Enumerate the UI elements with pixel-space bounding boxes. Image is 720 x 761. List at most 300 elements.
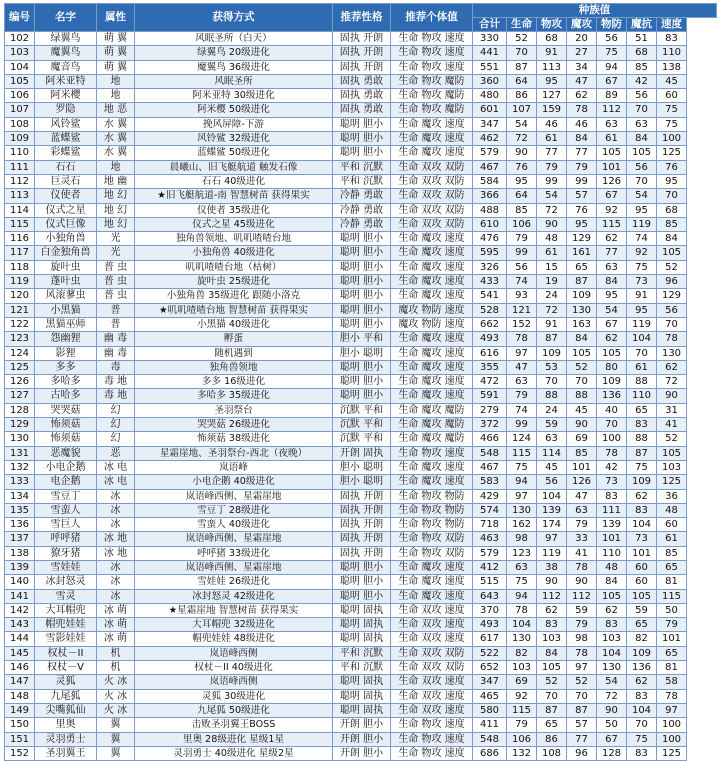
- cell-iv: 生命 物攻 速度: [391, 60, 473, 74]
- cell-name: 雪巨人: [35, 518, 97, 532]
- table-row: [5, 275, 717, 289]
- cell-hp: 64: [507, 74, 537, 88]
- cell-spatk: 126: [567, 475, 597, 489]
- cell-def: 139: [597, 518, 627, 532]
- cell-id: 143: [5, 618, 35, 632]
- cell-total: 718: [473, 518, 507, 532]
- cell-spdef: 70: [627, 718, 657, 732]
- cell-def: 62: [597, 603, 627, 617]
- cell-atk: 54: [537, 189, 567, 203]
- cell-hp: 52: [507, 32, 537, 46]
- table-row: [5, 746, 717, 760]
- cell-spatk: 79: [567, 518, 597, 532]
- cell-total: 583: [473, 475, 507, 489]
- cell-total: 662: [473, 317, 507, 331]
- table-row: [5, 360, 717, 374]
- cell-spdef: 70: [627, 103, 657, 117]
- cell-nature: 聪明 胆小: [333, 375, 391, 389]
- cell-total: 463: [473, 532, 507, 546]
- cell-iv: 生命 魔攻 速度: [391, 146, 473, 160]
- cell-total: 355: [473, 360, 507, 374]
- cell-nature: 冷静 勇敢: [333, 203, 391, 217]
- cell-def: 89: [597, 89, 627, 103]
- cell-type: 火 冰: [97, 689, 135, 703]
- cell-spdef: 92: [627, 246, 657, 260]
- cell-name: 雪灵: [35, 589, 97, 603]
- cell-total: 370: [473, 603, 507, 617]
- cell-def: 103: [597, 632, 627, 646]
- cell-spd: 41: [657, 418, 687, 432]
- cell-type: 普: [97, 317, 135, 331]
- cell-spd: 48: [657, 503, 687, 517]
- cell-nature: 聪明 胆小: [333, 275, 391, 289]
- cell-nature: 聪明 胆小: [333, 317, 391, 331]
- table-row: [5, 346, 717, 360]
- cell-def: 67: [597, 189, 627, 203]
- cell-spdef: 75: [627, 260, 657, 274]
- cell-atk: 99: [537, 174, 567, 188]
- cell-def: 92: [597, 203, 627, 217]
- cell-obtain: 小电企鹅 40级进化: [135, 475, 333, 489]
- cell-id: 114: [5, 203, 35, 217]
- cell-total: 433: [473, 275, 507, 289]
- cell-spdef: 136: [627, 661, 657, 675]
- cell-name: 小电企鹅: [35, 460, 97, 474]
- cell-def: 62: [597, 332, 627, 346]
- table-row: [5, 589, 717, 603]
- cell-id: 126: [5, 375, 35, 389]
- cell-spdef: 119: [627, 317, 657, 331]
- cell-obtain: 岚语峰西侧、星霜崖地: [135, 532, 333, 546]
- cell-name: 白金独角兽: [35, 246, 97, 260]
- cell-spd: 50: [657, 603, 687, 617]
- cell-def: 136: [597, 389, 627, 403]
- cell-hp: 97: [507, 489, 537, 503]
- cell-spdef: 56: [627, 160, 657, 174]
- cell-id: 124: [5, 346, 35, 360]
- cell-type: 幽 毒: [97, 332, 135, 346]
- cell-spdef: 104: [627, 703, 657, 717]
- cell-total: 488: [473, 203, 507, 217]
- cell-nature: 固执 勇敢: [333, 89, 391, 103]
- cell-iv: 魔攻 物防 速度: [391, 303, 473, 317]
- cell-obtain: 岚语峰西侧: [135, 646, 333, 660]
- cell-atk: 91: [537, 317, 567, 331]
- table-row: [5, 689, 717, 703]
- cell-hp: 79: [507, 389, 537, 403]
- cell-type: 翼: [97, 718, 135, 732]
- cell-obtain: 雪豆丁 28级进化: [135, 503, 333, 517]
- cell-def: 54: [597, 675, 627, 689]
- cell-spatk: 70: [567, 689, 597, 703]
- cell-def: 90: [597, 703, 627, 717]
- cell-id: 139: [5, 560, 35, 574]
- cell-spd: 100: [657, 732, 687, 746]
- cell-nature: 固执 开朗: [333, 46, 391, 60]
- cell-atk: 72: [537, 203, 567, 217]
- cell-spatk: 79: [567, 160, 597, 174]
- cell-atk: 86: [537, 732, 567, 746]
- cell-total: 515: [473, 575, 507, 589]
- cell-atk: 119: [537, 546, 567, 560]
- cell-total: 441: [473, 46, 507, 60]
- cell-hp: 75: [507, 575, 537, 589]
- cell-def: 50: [597, 718, 627, 732]
- cell-total: 372: [473, 418, 507, 432]
- cell-obtain: 旋叶虫 25级进化: [135, 275, 333, 289]
- cell-spd: 65: [657, 646, 687, 660]
- cell-spatk: 59: [567, 603, 597, 617]
- cell-type: 普 虫: [97, 260, 135, 274]
- cell-atk: 108: [537, 746, 567, 760]
- cell-def: 67: [597, 74, 627, 88]
- cell-id: 118: [5, 260, 35, 274]
- cell-type: 萌 翼: [97, 32, 135, 46]
- table-row: [5, 246, 717, 260]
- cell-nature: 聪明 胆小: [333, 232, 391, 246]
- cell-spd: 79: [657, 618, 687, 632]
- cell-hp: 79: [507, 232, 537, 246]
- cell-spd: 125: [657, 146, 687, 160]
- cell-spdef: 62: [627, 675, 657, 689]
- cell-spdef: 109: [627, 475, 657, 489]
- cell-spatk: 77: [567, 732, 597, 746]
- cell-type: 光: [97, 246, 135, 260]
- cell-total: 528: [473, 303, 507, 317]
- cell-def: 77: [597, 246, 627, 260]
- cell-type: 地: [97, 74, 135, 88]
- cell-hp: 85: [507, 203, 537, 217]
- cell-type: 冰: [97, 560, 135, 574]
- cell-def: 128: [597, 746, 627, 760]
- cell-name: 雪影娃娃: [35, 632, 97, 646]
- cell-name: 魔翼鸟: [35, 46, 97, 60]
- cell-spd: 75: [657, 117, 687, 131]
- cell-id: 108: [5, 117, 35, 131]
- cell-type: 普 虫: [97, 275, 135, 289]
- table-row: [5, 646, 717, 660]
- cell-def: 67: [597, 317, 627, 331]
- cell-atk: 70: [537, 375, 567, 389]
- cell-iv: 生命 魔攻 速度: [391, 246, 473, 260]
- cell-id: 127: [5, 389, 35, 403]
- cell-type: 幻: [97, 432, 135, 446]
- cell-hp: 94: [507, 475, 537, 489]
- cell-spatk: 41: [567, 546, 597, 560]
- cell-type: 地 幻: [97, 189, 135, 203]
- cell-iv: 魔攻 物防 速度: [391, 317, 473, 331]
- cell-spd: 105: [657, 446, 687, 460]
- cell-atk: 83: [537, 618, 567, 632]
- cell-spd: 45: [657, 74, 687, 88]
- cell-atk: 61: [537, 132, 567, 146]
- cell-spatk: 45: [567, 403, 597, 417]
- cell-type: 冰 地: [97, 532, 135, 546]
- cell-iv: 生命 物攻 速度: [391, 718, 473, 732]
- cell-id: 105: [5, 74, 35, 88]
- cell-name: 獠牙猪: [35, 546, 97, 560]
- cell-hp: 72: [507, 132, 537, 146]
- cell-type: 机: [97, 646, 135, 660]
- cell-id: 111: [5, 160, 35, 174]
- cell-spatk: 78: [567, 646, 597, 660]
- cell-spdef: 119: [627, 217, 657, 231]
- cell-nature: 聪明 胆小: [333, 246, 391, 260]
- cell-name: 蓬叶虫: [35, 275, 97, 289]
- table-row: [5, 661, 717, 675]
- cell-total: 465: [473, 689, 507, 703]
- cell-spatk: 62: [567, 89, 597, 103]
- cell-spd: 78: [657, 689, 687, 703]
- cell-type: 水 翼: [97, 146, 135, 160]
- cell-id: 116: [5, 232, 35, 246]
- cell-hp: 115: [507, 446, 537, 460]
- cell-iv: 生命 魔攻 速度: [391, 232, 473, 246]
- cell-name: 仪式巨像: [35, 217, 97, 231]
- cell-hp: 104: [507, 618, 537, 632]
- cell-def: 105: [597, 346, 627, 360]
- cell-id: 136: [5, 518, 35, 532]
- cell-def: 75: [597, 46, 627, 60]
- table-row: [5, 203, 717, 217]
- cell-name: 影狸: [35, 346, 97, 360]
- cell-iv: 生命 物攻 速度: [391, 46, 473, 60]
- cell-total: 330: [473, 32, 507, 46]
- cell-type: 地 幻: [97, 203, 135, 217]
- cell-obtain: 仪使者 35级进化: [135, 203, 333, 217]
- cell-iv: 生命 魔攻 速度: [391, 346, 473, 360]
- cell-id: 145: [5, 646, 35, 660]
- cell-iv: 生命 魔攻 魔防: [391, 403, 473, 417]
- cell-nature: 聪明 胆小: [333, 117, 391, 131]
- cell-spdef: 70: [627, 174, 657, 188]
- cell-nature: 聪明 胆小: [333, 146, 391, 160]
- cell-hp: 63: [507, 560, 537, 574]
- cell-total: 429: [473, 489, 507, 503]
- cell-atk: 95: [537, 74, 567, 88]
- table-row: [5, 618, 717, 632]
- cell-type: 幻: [97, 403, 135, 417]
- cell-hp: 123: [507, 546, 537, 560]
- cell-name: 雪娃娃: [35, 560, 97, 574]
- cell-atk: 63: [537, 432, 567, 446]
- cell-spatk: 78: [567, 560, 597, 574]
- cell-spatk: 95: [567, 217, 597, 231]
- cell-spd: 100: [657, 132, 687, 146]
- cell-type: 冰: [97, 503, 135, 517]
- cell-obtain: 呼呼猪 33级进化: [135, 546, 333, 560]
- cell-spatk: 161: [567, 246, 597, 260]
- cell-spd: 81: [657, 661, 687, 675]
- header-nature: 推荐性格: [333, 4, 391, 32]
- cell-obtain: 灵羽勇士 40级进化 星级2星: [135, 746, 333, 760]
- header-def: 物防: [597, 18, 627, 32]
- cell-id: 109: [5, 132, 35, 146]
- cell-def: 72: [597, 689, 627, 703]
- cell-iv: 生命 魔攻 速度: [391, 475, 473, 489]
- cell-nature: 聪明 固执: [333, 703, 391, 717]
- cell-nature: 聪明 胆小: [333, 575, 391, 589]
- cell-name: 魔音鸟: [35, 60, 97, 74]
- cell-hp: 107: [507, 103, 537, 117]
- cell-def: 67: [597, 732, 627, 746]
- cell-hp: 124: [507, 432, 537, 446]
- cell-spd: 125: [657, 475, 687, 489]
- cell-obtain: 阿米亚特 30级进化: [135, 89, 333, 103]
- cell-spdef: 83: [627, 418, 657, 432]
- cell-id: 133: [5, 475, 35, 489]
- cell-iv: 生命 双攻 双防: [391, 646, 473, 660]
- cell-obtain: ★星霜崖地 智慧树苗 获得果实: [135, 603, 333, 617]
- cell-spdef: 84: [627, 132, 657, 146]
- cell-atk: 24: [537, 289, 567, 303]
- cell-spdef: 54: [627, 189, 657, 203]
- cell-atk: 97: [537, 532, 567, 546]
- cell-spatk: 99: [567, 174, 597, 188]
- cell-name: 怖须菇: [35, 432, 97, 446]
- cell-atk: 59: [537, 418, 567, 432]
- cell-spatk: 69: [567, 432, 597, 446]
- cell-id: 113: [5, 189, 35, 203]
- cell-id: 142: [5, 603, 35, 617]
- cell-type: 萌 翼: [97, 60, 135, 74]
- cell-spatk: 78: [567, 103, 597, 117]
- cell-type: 地: [97, 89, 135, 103]
- cell-spd: 97: [657, 703, 687, 717]
- header-atk: 物攻: [537, 18, 567, 32]
- cell-atk: 77: [537, 146, 567, 160]
- cell-atk: 56: [537, 475, 567, 489]
- cell-def: 100: [597, 432, 627, 446]
- cell-spatk: 47: [567, 489, 597, 503]
- cell-total: 472: [473, 375, 507, 389]
- cell-iv: 生命 双攻 速度: [391, 703, 473, 717]
- cell-spd: 85: [657, 217, 687, 231]
- cell-iv: 生命 魔攻 速度: [391, 117, 473, 131]
- cell-total: 579: [473, 546, 507, 560]
- cell-hp: 97: [507, 346, 537, 360]
- cell-total: 643: [473, 589, 507, 603]
- cell-hp: 130: [507, 503, 537, 517]
- cell-def: 61: [597, 132, 627, 146]
- cell-nature: 胆小 平和: [333, 332, 391, 346]
- cell-name: 哭哭菇: [35, 403, 97, 417]
- cell-iv: 生命 魔攻 速度: [391, 589, 473, 603]
- cell-total: 551: [473, 60, 507, 74]
- table-row: [5, 518, 717, 532]
- cell-spdef: 74: [627, 232, 657, 246]
- cell-nature: 聪明 胆小: [333, 389, 391, 403]
- cell-spd: 103: [657, 460, 687, 474]
- cell-nature: 平和 沉默: [333, 160, 391, 174]
- cell-type: 冰: [97, 589, 135, 603]
- table-row: [5, 32, 717, 46]
- table-row: [5, 189, 717, 203]
- cell-spdef: 63: [627, 117, 657, 131]
- cell-def: 40: [597, 403, 627, 417]
- cell-nature: 冷静 勇敢: [333, 217, 391, 231]
- cell-obtain: 岚语峰西侧、星霜崖地: [135, 489, 333, 503]
- cell-spd: 68: [657, 203, 687, 217]
- cell-nature: 固执 开朗: [333, 532, 391, 546]
- table-row: [5, 718, 717, 732]
- table-row: [5, 603, 717, 617]
- cell-atk: 114: [537, 446, 567, 460]
- cell-type: 翼: [97, 732, 135, 746]
- cell-total: 467: [473, 460, 507, 474]
- cell-spatk: 90: [567, 575, 597, 589]
- cell-atk: 45: [537, 460, 567, 474]
- cell-spatk: 52: [567, 360, 597, 374]
- cell-total: 462: [473, 132, 507, 146]
- cell-name: 大耳帽兜: [35, 603, 97, 617]
- cell-spdef: 73: [627, 532, 657, 546]
- table-row: [5, 46, 717, 60]
- cell-spdef: 104: [627, 332, 657, 346]
- cell-spd: 105: [657, 246, 687, 260]
- cell-spdef: 105: [627, 589, 657, 603]
- cell-name: 怨幽狸: [35, 332, 97, 346]
- cell-hp: 152: [507, 317, 537, 331]
- cell-hp: 79: [507, 718, 537, 732]
- cell-hp: 56: [507, 260, 537, 274]
- cell-type: 翼: [97, 746, 135, 760]
- cell-def: 94: [597, 60, 627, 74]
- cell-atk: 68: [537, 32, 567, 46]
- cell-type: 冰: [97, 575, 135, 589]
- cell-total: 595: [473, 246, 507, 260]
- cell-hp: 64: [507, 189, 537, 203]
- cell-obtain: 独角兽领地: [135, 360, 333, 374]
- table-body: [5, 32, 717, 761]
- cell-spatk: 85: [567, 446, 597, 460]
- cell-spatk: 87: [567, 275, 597, 289]
- cell-obtain: 叽叽喳喳台地（枯树）: [135, 260, 333, 274]
- cell-spd: 129: [657, 289, 687, 303]
- cell-atk: 127: [537, 89, 567, 103]
- creature-stats-table: [4, 3, 717, 761]
- cell-name: 仪使者: [35, 189, 97, 203]
- table-row: [5, 675, 717, 689]
- table-row: [5, 403, 717, 417]
- cell-spdef: 88: [627, 375, 657, 389]
- cell-spd: 110: [657, 46, 687, 60]
- cell-nature: 聪明 胆小: [333, 132, 391, 146]
- cell-atk: 24: [537, 403, 567, 417]
- cell-obtain: 雪蛮人 40级进化: [135, 518, 333, 532]
- cell-iv: 生命 双攻 速度: [391, 618, 473, 632]
- cell-name: 黑猫巫师: [35, 317, 97, 331]
- cell-iv: 生命 魔攻 速度: [391, 575, 473, 589]
- cell-obtain: 怖须菇 38级进化: [135, 432, 333, 446]
- cell-def: 101: [597, 532, 627, 546]
- cell-hp: 98: [507, 532, 537, 546]
- cell-type: 地: [97, 160, 135, 174]
- cell-type: 普 虫: [97, 289, 135, 303]
- cell-name: 帽兜娃娃: [35, 618, 97, 632]
- cell-nature: 平和 沉默: [333, 661, 391, 675]
- cell-def: 73: [597, 475, 627, 489]
- cell-spatk: 34: [567, 60, 597, 74]
- cell-type: 冰: [97, 489, 135, 503]
- cell-total: 493: [473, 618, 507, 632]
- cell-name: 蓝蝶鲨: [35, 132, 97, 146]
- cell-type: 冰 电: [97, 460, 135, 474]
- cell-spdef: 60: [627, 575, 657, 589]
- cell-hp: 75: [507, 460, 537, 474]
- cell-spd: 52: [657, 432, 687, 446]
- cell-total: 601: [473, 103, 507, 117]
